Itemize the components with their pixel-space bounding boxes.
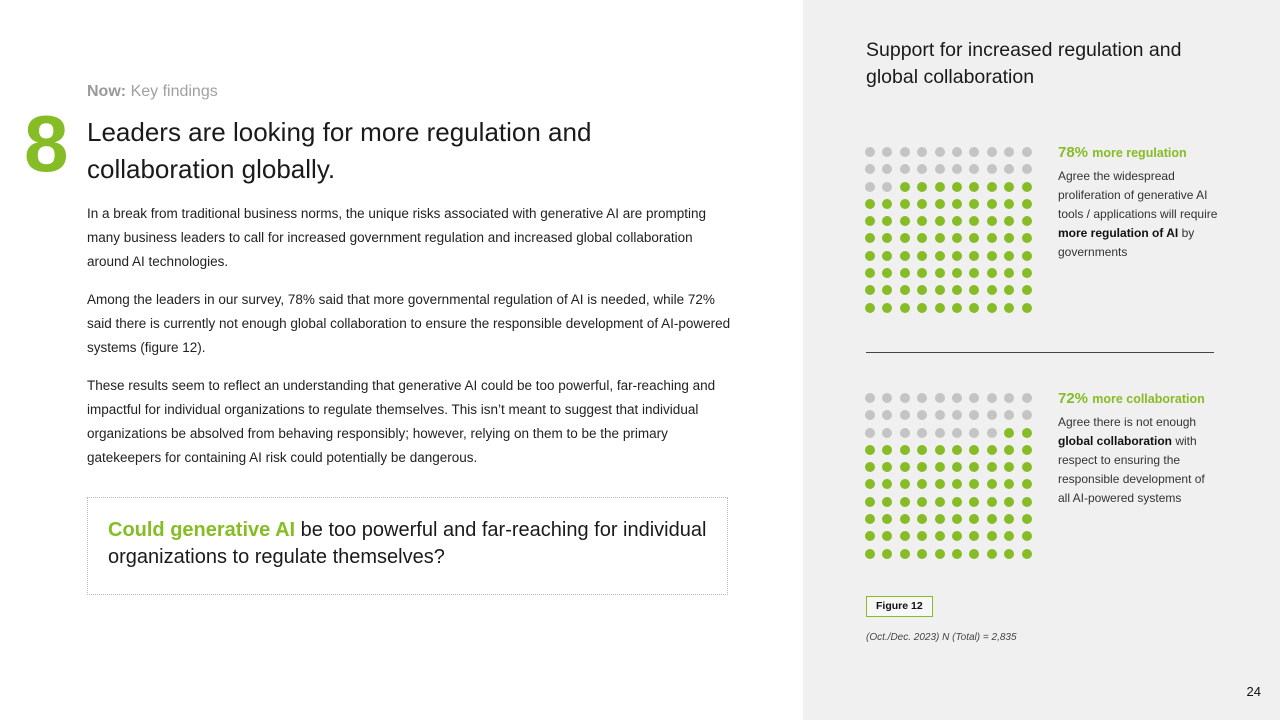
dot	[882, 268, 892, 278]
dot	[1022, 147, 1032, 157]
dot	[882, 497, 892, 507]
dot	[1022, 410, 1032, 420]
dot	[1004, 182, 1014, 192]
dot	[865, 479, 875, 489]
dot	[917, 479, 927, 489]
dot	[865, 182, 875, 192]
dot	[969, 164, 979, 174]
stat-label: more regulation	[1092, 146, 1187, 160]
dot-grid-collaboration	[865, 393, 1035, 566]
stat-regulation	[1058, 144, 1218, 262]
dot	[1022, 445, 1032, 455]
dot	[1004, 497, 1014, 507]
paragraph: These results seem to reflect an understanding that generative AI could be too powerful, far-reaching and impactful for individual organizations to regulate themselves. This isn’t meant to suggest that individual organizations be absolved from behaving responsibly; however, relying on them to be the primary gatekeepers for containing AI risk could potentially be dangerous.	[87, 378, 716, 465]
dot	[935, 268, 945, 278]
dot	[917, 393, 927, 403]
dot	[882, 303, 892, 313]
dot	[917, 462, 927, 472]
dot	[1004, 147, 1014, 157]
stat-collaboration	[1058, 390, 1218, 508]
dot	[882, 445, 892, 455]
dot	[952, 199, 962, 209]
stat-description	[1058, 413, 1218, 508]
dot	[1022, 393, 1032, 403]
dot	[900, 428, 910, 438]
dot	[1004, 445, 1014, 455]
dot	[900, 251, 910, 261]
dot	[882, 182, 892, 192]
dot	[917, 268, 927, 278]
dot	[935, 199, 945, 209]
stat-percent: 72%	[1058, 390, 1089, 407]
dot	[917, 410, 927, 420]
dot	[917, 285, 927, 295]
dot	[865, 497, 875, 507]
dot	[900, 479, 910, 489]
dot	[969, 268, 979, 278]
stat-percent: 78%	[1058, 144, 1089, 161]
dot	[935, 285, 945, 295]
stat-desc-text: Agree there is not enough	[1058, 415, 1197, 429]
dot	[917, 147, 927, 157]
dot	[865, 462, 875, 472]
dot	[935, 549, 945, 559]
dot	[935, 479, 945, 489]
dot	[935, 462, 945, 472]
dot	[900, 549, 910, 559]
dot	[1022, 514, 1032, 524]
dot	[935, 410, 945, 420]
dot	[917, 514, 927, 524]
dot	[865, 285, 875, 295]
dot	[1004, 285, 1014, 295]
kicker-bold: Now:	[87, 83, 127, 100]
dot	[917, 303, 927, 313]
dot	[865, 303, 875, 313]
dot	[952, 233, 962, 243]
dot	[952, 268, 962, 278]
dot	[969, 531, 979, 541]
dot	[882, 462, 892, 472]
dot	[952, 531, 962, 541]
dot	[1022, 531, 1032, 541]
dot	[900, 410, 910, 420]
dot	[935, 182, 945, 192]
dot	[952, 410, 962, 420]
dot	[865, 393, 875, 403]
dot	[917, 182, 927, 192]
dot	[987, 497, 997, 507]
stat-desc-text: by governments	[1058, 226, 1195, 259]
dot	[987, 164, 997, 174]
dot	[900, 393, 910, 403]
dot	[987, 147, 997, 157]
dot	[1022, 428, 1032, 438]
dot	[952, 285, 962, 295]
dot	[900, 199, 910, 209]
dot	[917, 199, 927, 209]
dot	[987, 303, 997, 313]
stat-desc-bold: global collaboration	[1058, 434, 1173, 448]
dot	[952, 514, 962, 524]
pull-quote	[87, 497, 728, 595]
page-title: Leaders are looking for more regulation and collaboration globally.	[87, 117, 592, 184]
dot	[952, 445, 962, 455]
dot	[952, 251, 962, 261]
paragraph: In a break from traditional business norms, the unique risks associated with generative AI are prompting many business leaders to call for increased government regulation and increased global collaboration around AI technologies.	[87, 206, 707, 269]
dot	[1004, 531, 1014, 541]
section-number: 8	[24, 99, 69, 188]
dot	[900, 216, 910, 226]
stat-desc-bold: more regulation of AI	[1058, 226, 1179, 240]
dot	[882, 393, 892, 403]
dot	[1022, 303, 1032, 313]
dot	[1004, 164, 1014, 174]
dot	[1022, 479, 1032, 489]
dot	[917, 251, 927, 261]
dot	[882, 233, 892, 243]
dot	[952, 393, 962, 403]
dot	[900, 497, 910, 507]
dot	[952, 479, 962, 489]
divider	[866, 352, 1214, 353]
dot	[969, 216, 979, 226]
body-text	[87, 202, 737, 484]
dot	[987, 268, 997, 278]
dot	[952, 428, 962, 438]
stat-desc-text: with respect to ensuring the responsible development of all AI-powered systems	[1058, 434, 1205, 505]
dot	[987, 216, 997, 226]
dot	[1004, 428, 1014, 438]
dot	[935, 531, 945, 541]
dot	[935, 164, 945, 174]
dot	[865, 164, 875, 174]
dot	[900, 303, 910, 313]
dot	[969, 393, 979, 403]
dot	[900, 445, 910, 455]
dot	[935, 216, 945, 226]
dot	[865, 199, 875, 209]
dot	[987, 251, 997, 261]
dot	[1022, 251, 1032, 261]
dot	[1004, 549, 1014, 559]
dot	[969, 462, 979, 472]
dot	[969, 514, 979, 524]
dot	[935, 251, 945, 261]
stat-desc-text: Agree the widespread proliferation of generative AI tools / applications will require	[1058, 169, 1218, 221]
kicker	[87, 83, 218, 101]
dot	[917, 445, 927, 455]
dot	[882, 164, 892, 174]
dot	[1004, 514, 1014, 524]
dot	[969, 285, 979, 295]
dot	[969, 410, 979, 420]
dot	[1004, 393, 1014, 403]
dot	[1004, 251, 1014, 261]
pull-quote-text: be too powerful and far-reaching for individual organizations to regulate themselves?	[108, 519, 707, 568]
dot	[969, 428, 979, 438]
dot	[865, 410, 875, 420]
dot	[952, 164, 962, 174]
dot	[917, 497, 927, 507]
dot	[987, 233, 997, 243]
dot	[1004, 462, 1014, 472]
dot	[952, 216, 962, 226]
dot	[865, 233, 875, 243]
dot	[969, 233, 979, 243]
dot	[987, 285, 997, 295]
dot	[1022, 216, 1032, 226]
dot	[969, 199, 979, 209]
stat-label: more collaboration	[1092, 392, 1205, 406]
dot	[987, 549, 997, 559]
dot	[882, 410, 892, 420]
dot	[882, 285, 892, 295]
dot	[900, 233, 910, 243]
dot	[917, 216, 927, 226]
dot	[1004, 216, 1014, 226]
dot	[882, 428, 892, 438]
dot	[935, 147, 945, 157]
dot	[969, 445, 979, 455]
dot	[882, 251, 892, 261]
dot	[1022, 549, 1032, 559]
dot	[900, 514, 910, 524]
dot	[935, 445, 945, 455]
dot	[1022, 199, 1032, 209]
dot	[952, 549, 962, 559]
dot	[900, 462, 910, 472]
dot	[1022, 497, 1032, 507]
dot	[917, 428, 927, 438]
dot	[900, 164, 910, 174]
stat-description	[1058, 167, 1218, 262]
dot	[969, 182, 979, 192]
dot-grid-regulation	[865, 147, 1035, 320]
dot	[865, 445, 875, 455]
dot	[952, 462, 962, 472]
dot	[865, 514, 875, 524]
dot	[952, 147, 962, 157]
dot	[987, 199, 997, 209]
dot	[917, 233, 927, 243]
dot	[882, 531, 892, 541]
dot	[1022, 462, 1032, 472]
dot	[987, 531, 997, 541]
dot	[969, 303, 979, 313]
dot	[1004, 233, 1014, 243]
dot	[865, 268, 875, 278]
source-note: (Oct./Dec. 2023) N (Total) = 2,835	[866, 632, 1017, 643]
dot	[952, 497, 962, 507]
dot	[987, 479, 997, 489]
dot	[935, 393, 945, 403]
dot	[987, 514, 997, 524]
figure-label: Figure 12	[866, 596, 933, 617]
dot	[865, 147, 875, 157]
dot	[900, 147, 910, 157]
dot	[917, 549, 927, 559]
dot	[969, 147, 979, 157]
dot	[987, 428, 997, 438]
kicker-text: Key findings	[130, 83, 218, 100]
dot	[935, 233, 945, 243]
dot	[1004, 303, 1014, 313]
dot	[1004, 199, 1014, 209]
figure-title: Support for increased regulation and global collaboration	[866, 39, 1182, 88]
dot	[952, 303, 962, 313]
dot	[935, 428, 945, 438]
dot	[969, 549, 979, 559]
dot	[969, 479, 979, 489]
stat-headline	[1058, 390, 1218, 407]
dot	[1022, 285, 1032, 295]
pull-quote-highlight: Could generative AI	[108, 519, 296, 541]
dot	[882, 514, 892, 524]
dot	[987, 393, 997, 403]
dot	[987, 445, 997, 455]
figure-panel	[803, 0, 1280, 720]
dot	[865, 531, 875, 541]
dot	[969, 497, 979, 507]
dot	[882, 199, 892, 209]
stat-headline	[1058, 144, 1218, 161]
dot	[1022, 164, 1032, 174]
dot	[1022, 268, 1032, 278]
dot	[882, 479, 892, 489]
dot	[882, 147, 892, 157]
dot	[882, 216, 892, 226]
dot	[1022, 233, 1032, 243]
dot	[987, 462, 997, 472]
dot	[987, 410, 997, 420]
dot	[865, 251, 875, 261]
dot	[987, 182, 997, 192]
dot	[1004, 268, 1014, 278]
dot	[935, 303, 945, 313]
dot	[865, 428, 875, 438]
page-number: 24	[1246, 684, 1261, 699]
dot	[917, 531, 927, 541]
dot	[900, 182, 910, 192]
dot	[969, 251, 979, 261]
dot	[917, 164, 927, 174]
paragraph: Among the leaders in our survey, 78% said that more governmental regulation of AI is needed, while 72% said there is currently not enough global collaboration to ensure the responsible development of AI-powered systems (figure 12).	[87, 292, 731, 355]
dot	[1004, 410, 1014, 420]
dot	[900, 531, 910, 541]
dot	[865, 549, 875, 559]
dot	[882, 549, 892, 559]
dot	[865, 216, 875, 226]
dot	[1004, 479, 1014, 489]
dot	[900, 285, 910, 295]
dot	[952, 182, 962, 192]
dot	[900, 268, 910, 278]
dot	[1022, 182, 1032, 192]
dot	[935, 514, 945, 524]
dot	[935, 497, 945, 507]
